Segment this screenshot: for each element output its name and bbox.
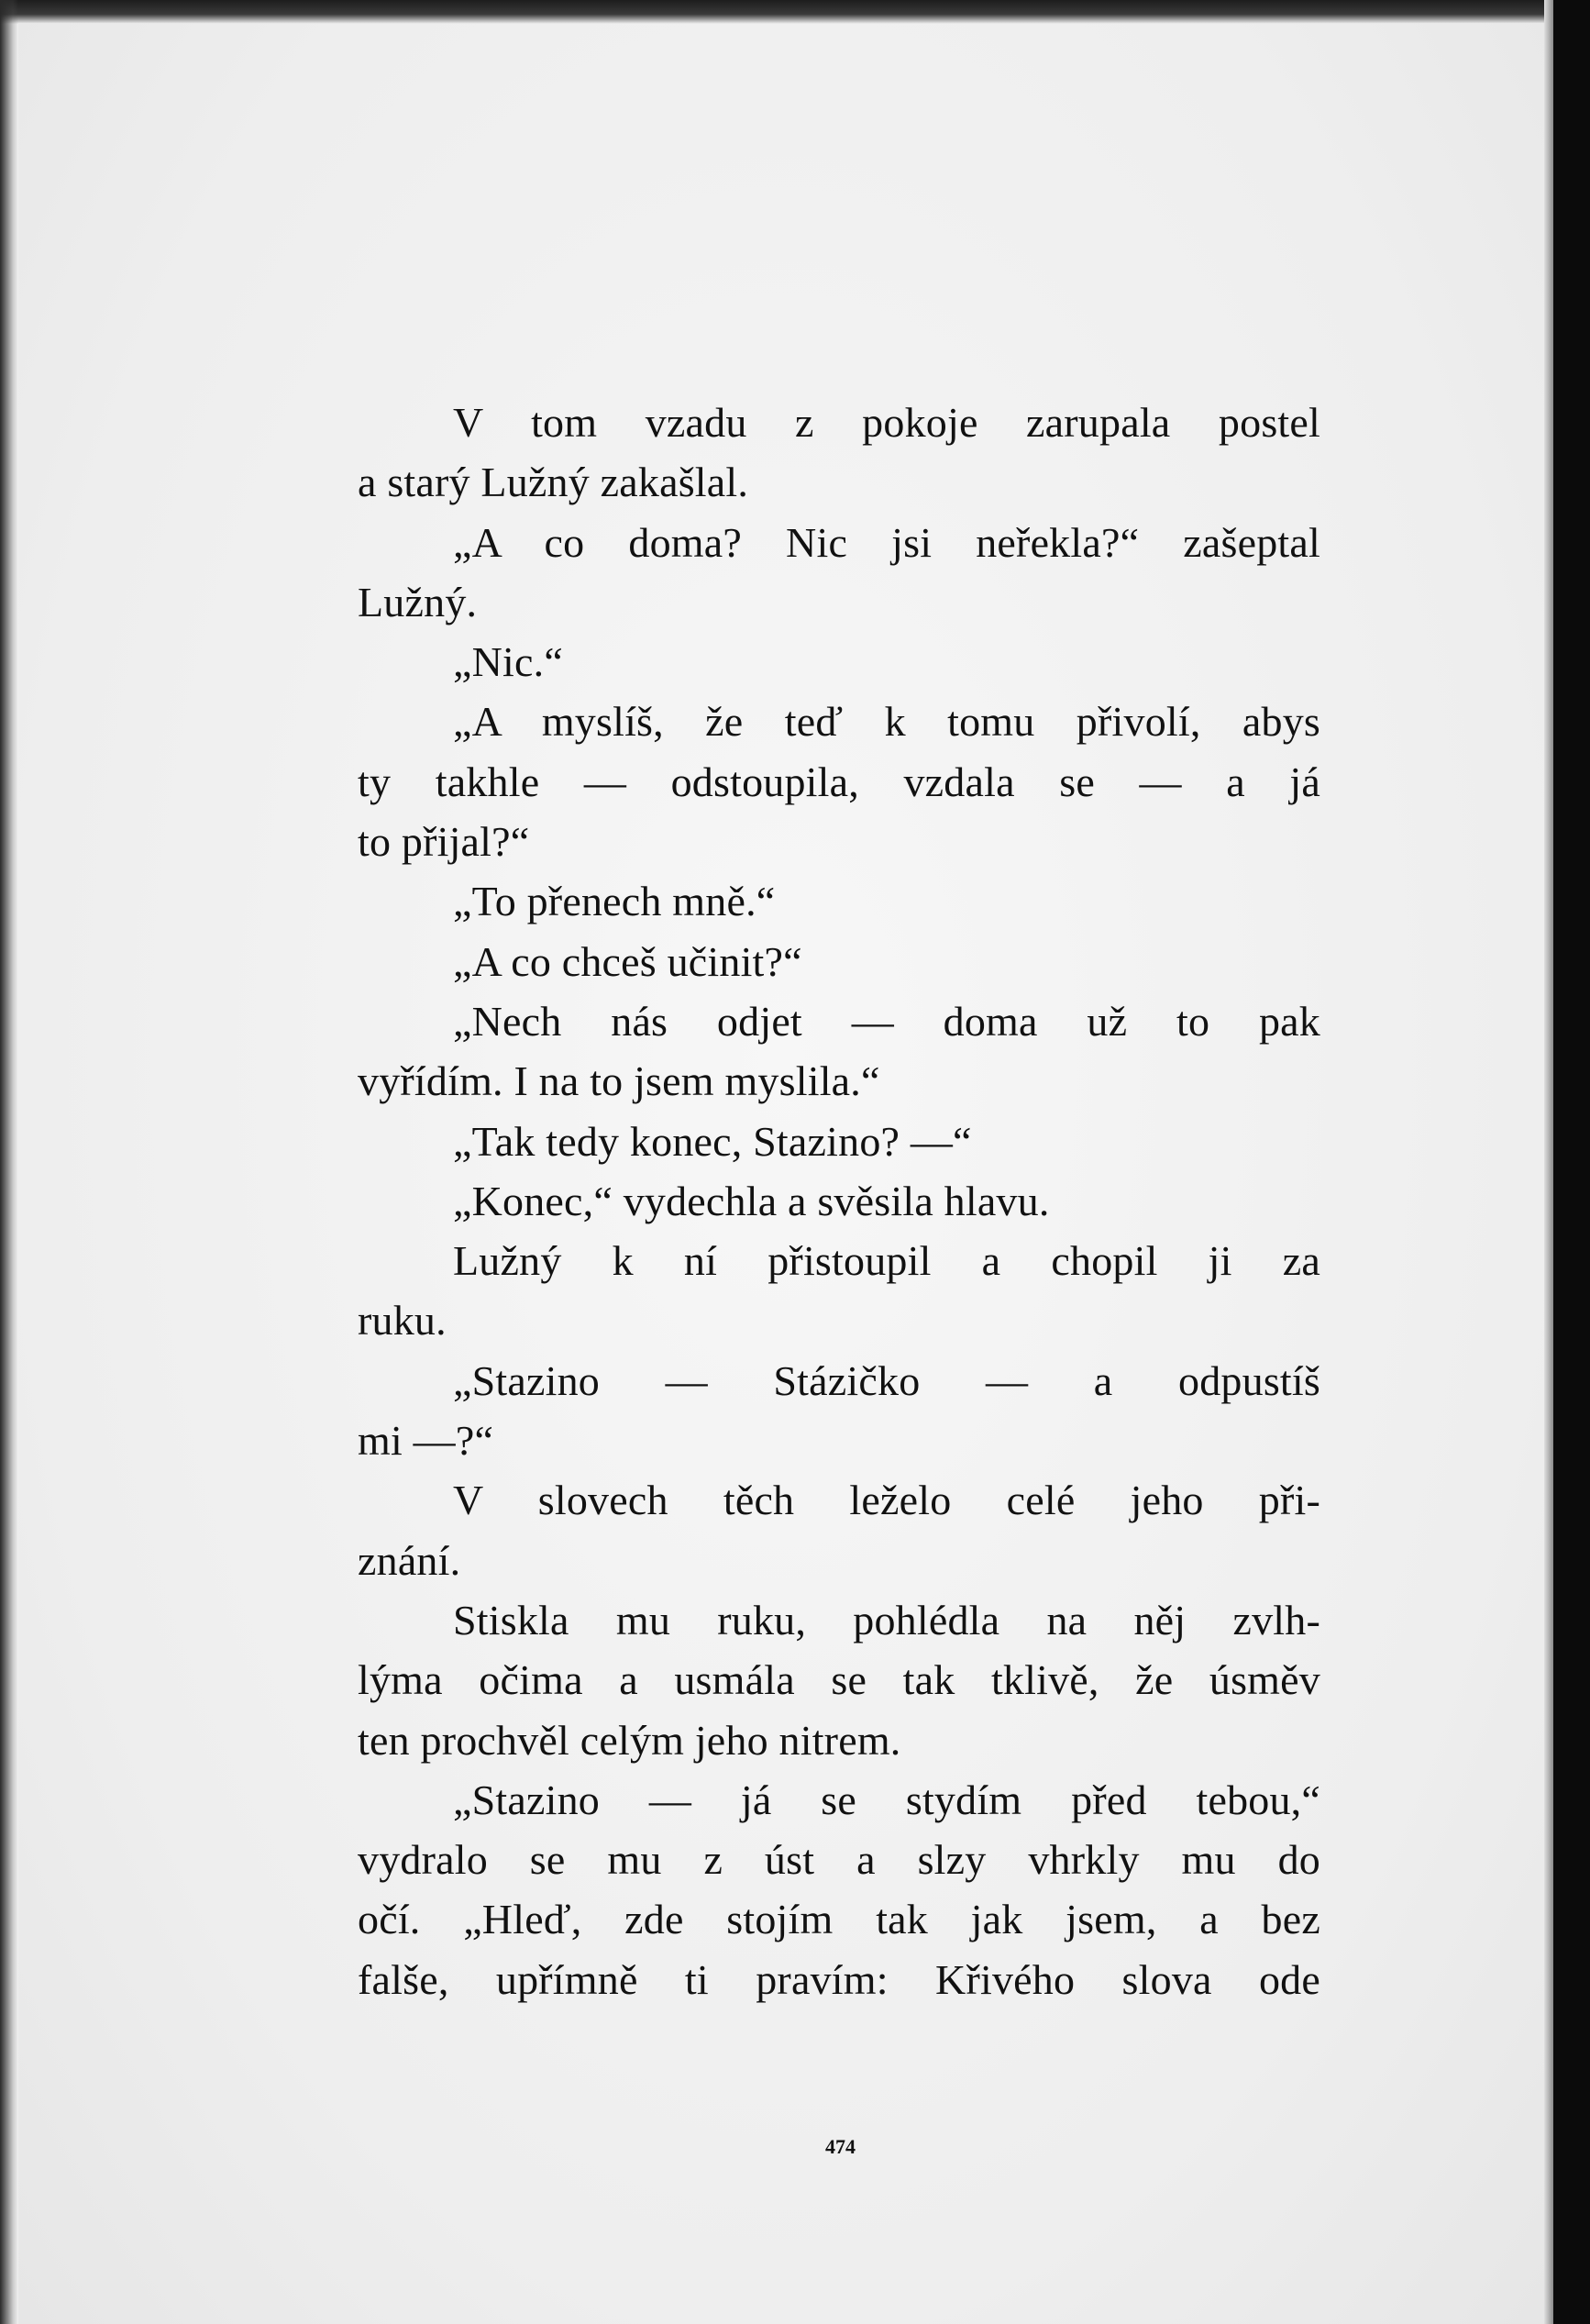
text-line: Lužný k ní přistoupil a chopil ji za <box>453 1237 1320 1285</box>
text-line: „Nech nás odjet — doma už to pak <box>453 997 1320 1045</box>
scan-page-gutter <box>1544 0 1553 2324</box>
text-line: Stiskla mu ruku, pohlédla na něj zvlh- <box>453 1596 1320 1643</box>
text-line: ruku. <box>358 1297 447 1345</box>
text-line: V slovech těch leželo celé jeho při- <box>453 1477 1320 1524</box>
text-line: očí. „Hleď, zde stojím tak jak jsem, a bez <box>358 1896 1320 1943</box>
text-line: „Stazino — já se stydím před tebou,“ <box>453 1776 1320 1823</box>
text-line: Lužný. <box>358 578 478 625</box>
page-number: 474 <box>825 2135 856 2158</box>
text-line: vyřídím. I na to jsem myslila.“ <box>358 1057 880 1105</box>
body-text <box>358 393 1320 2009</box>
text-line: „Stazino — Stázičko — a odpustíš <box>453 1356 1320 1404</box>
text-line: „A co doma? Nic jsi neřekla?“ zašeptal <box>453 518 1320 566</box>
text-line: to přijal?“ <box>358 818 530 866</box>
text-line: „To přenech mně.“ <box>453 878 776 925</box>
text-line: „Konec,“ vydechla a svěsila hlavu. <box>453 1177 1050 1224</box>
text-line: znání. <box>358 1536 461 1584</box>
scan-left-edge <box>0 0 18 2324</box>
scan-top-edge <box>0 0 1590 24</box>
text-line: V tom vzadu z pokoje zarupala postel <box>453 399 1320 446</box>
scan-right-edge <box>1553 0 1590 2324</box>
text-line: ten prochvěl celým jeho nitrem. <box>358 1716 901 1764</box>
text-line: „A co chceš učinit?“ <box>453 937 802 985</box>
text-line: ty takhle — odstoupila, vzdala se — a já <box>358 758 1320 805</box>
text-line: vydralo se mu z úst a slzy vhrkly mu do <box>358 1836 1320 1884</box>
text-line: lýma očima a usmála se tak tklivě, že úsměv <box>358 1656 1320 1704</box>
text-line: mi —?“ <box>358 1417 494 1465</box>
text-line: „Tak tedy konec, Stazino? —“ <box>453 1117 972 1165</box>
text-line: a starý Lužný zakašlal. <box>358 459 749 506</box>
text-line: „A myslíš, že teď k tomu přivolí, abys <box>453 698 1320 746</box>
text-line: falše, upřímně ti pravím: Křivého slova ode <box>358 1955 1320 2003</box>
text-line: „Nic.“ <box>453 638 563 686</box>
